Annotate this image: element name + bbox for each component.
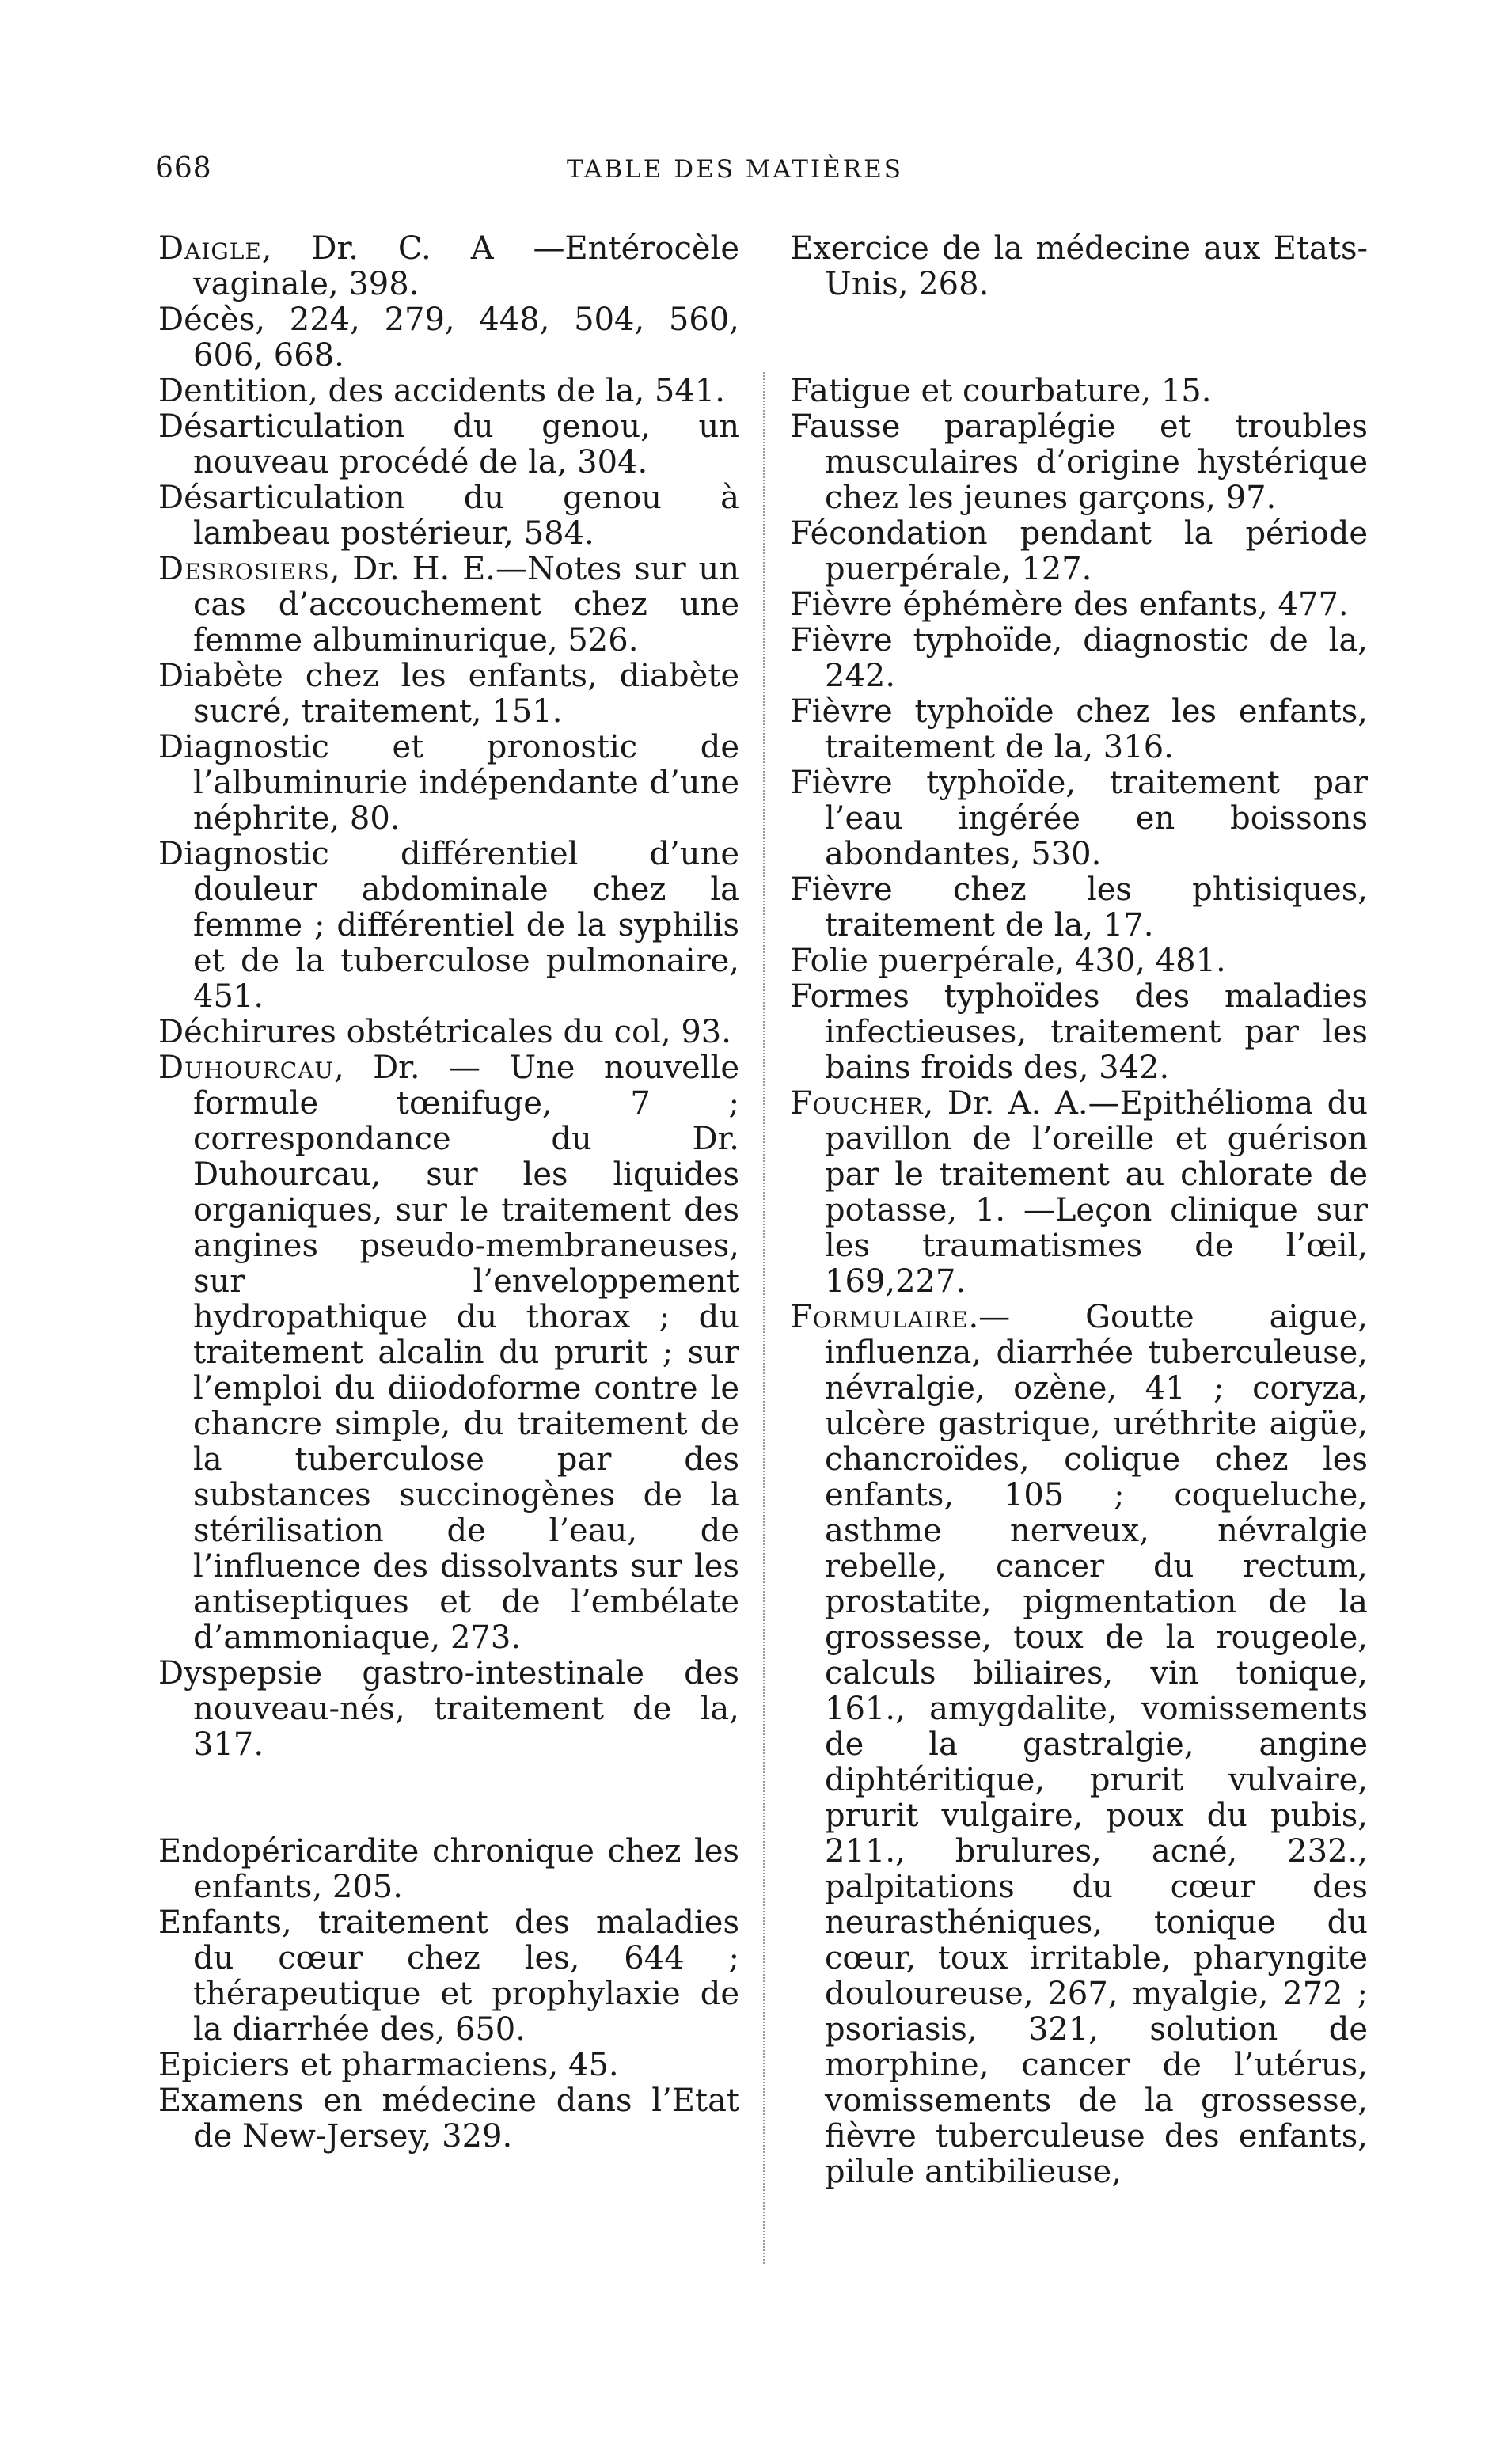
section-gap	[158, 1763, 739, 1834]
running-title: TABLE DES MATIÈRES	[567, 155, 903, 184]
entry-text: Fécondation pendant la période puerpérale, 127.	[790, 515, 1368, 587]
index-entry	[158, 2048, 739, 2083]
entry-text: Fièvre chez les phtisiques, traitement de la, 17.	[790, 871, 1368, 943]
index-entry	[158, 409, 739, 480]
section-gap	[790, 302, 1368, 374]
index-entry	[158, 1834, 739, 1905]
index-entry	[790, 587, 1368, 623]
entry-text: Diagnostic différentiel d’une douleur abdominale chez la femme ; différentiel de la syphilis et de la tuberculose pulmonaire, 451.	[158, 836, 739, 1015]
entry-text: Décès, 224, 279, 448, 504, 560, 606, 668.	[158, 302, 739, 374]
index-entry	[790, 516, 1368, 587]
index-entry	[158, 730, 739, 837]
index-entry	[158, 374, 739, 409]
entry-text: Désarticulation du genou, un nouveau procédé de la, 304.	[158, 408, 739, 480]
column-divider	[763, 372, 765, 2264]
index-entry	[158, 480, 739, 552]
entry-author: Desrosiers	[158, 551, 330, 587]
entry-text: Formes typhoïdes des maladies infectieuses, traitement par les bains froids des, 342.	[790, 978, 1368, 1086]
index-entry	[790, 623, 1368, 694]
index-column-right	[790, 231, 1368, 2190]
index-entry	[790, 694, 1368, 765]
index-entry	[158, 2083, 739, 2155]
index-entry	[158, 1050, 739, 1656]
entry-text: Déchirures obstétricales du col, 93.	[158, 1014, 731, 1050]
entry-text: , Dr. H. E.—Notes sur un cas d’accouchement chez une femme albuminurique, 526.	[193, 551, 739, 659]
index-column-left	[158, 231, 739, 2155]
index-entry	[158, 302, 739, 374]
entry-text: Désarticulation du genou à lambeau postérieur, 584.	[158, 480, 739, 552]
index-entry	[790, 409, 1368, 516]
entry-author: Duhourcau	[158, 1050, 334, 1086]
entry-text: , Dr. — Une nouvelle formule tœnifuge, 7 ; correspondance du Dr. Duhourcau, sur les liquides organiques, sur le traitement des angines pseudo-membraneuses, sur l’enveloppement hydropathique du thorax ; du traitement alcalin du prurit ; sur l’emploi du diiodoforme contre le chancre simple, du traitement de la tuberculose par des substances succinogènes de la stérilisation de l’eau, de l’influence des dissolvants sur les antiseptiques et de l’embélate d’ammoniaque, 273.	[193, 1050, 739, 1656]
index-entry	[158, 1656, 739, 1763]
entry-text: Fièvre éphémère des enfants, 477.	[790, 587, 1349, 623]
index-entry	[158, 231, 739, 302]
entry-text: Epiciers et pharmaciens, 45.	[158, 2047, 619, 2083]
index-entry	[790, 765, 1368, 872]
entry-text: Dentition, des accidents de la, 541.	[158, 373, 725, 409]
index-entry	[158, 837, 739, 1015]
entry-text: .— Goutte aigue, influenza, diarrhée tuberculeuse, névralgie, ozène, 41 ; coryza, ulcère gastrique, uréthrite aigüe, chancroïdes, colique chez les enfants, 105 ; coqueluche, asthme nerveux, névralgie rebelle, cancer du rectum, prostatite, pigmentation de la grossesse, toux de la rougeole, calculs biliaires, vin tonique, 161., amygdalite, vomissements de la gastralgie, angine diphtéritique, prurit vulvaire, prurit vulgaire, poux du pubis, 211., brulures, acné, 232., palpitations du cœur des neurasthéniques, tonique du cœur, toux irritable, pharyngite douloureuse, 267, myalgie, 272 ; psoriasis, 321, solution de morphine, cancer de l’utérus, vomissements de la grossesse, fièvre tuberculeuse des enfants, pilule antibilieuse,	[825, 1299, 1368, 2190]
index-entry	[158, 659, 739, 730]
index-entry	[158, 1015, 739, 1050]
entry-text: Dyspepsie gastro-intestinale des nouveau-nés, traitement de la, 317.	[158, 1655, 739, 1763]
entry-text: Enfants, traitement des maladies du cœur chez les, 644 ; thérapeutique et prophylaxie de la diarrhée des, 650.	[158, 1904, 739, 2048]
entry-author: Formulaire	[790, 1299, 969, 1335]
index-entry	[790, 1300, 1368, 2190]
index-entry	[158, 1905, 739, 2048]
entry-text: Fausse paraplégie et troubles musculaires d’origine hystérique chez les jeunes garçons, 97.	[790, 408, 1368, 516]
entry-text: Exercice de la médecine aux Etats-Unis, 268.	[790, 230, 1368, 302]
entry-author: Daigle	[158, 230, 262, 267]
entry-text: Diabète chez les enfants, diabète sucré, traitement, 151.	[158, 658, 739, 730]
entry-text: Folie puerpérale, 430, 481.	[790, 943, 1226, 979]
entry-text: , Dr. C. A —Entérocèle vaginale, 398.	[193, 230, 739, 302]
index-entry	[790, 979, 1368, 1086]
entry-text: Examens en médecine dans l’Etat de New-Jersey, 329.	[158, 2082, 739, 2155]
entry-author: Foucher	[790, 1085, 924, 1122]
entry-text: , Dr. A. A.—Epithélioma du pavillon de l’oreille et guérison par le traitement au chlorate de potasse, 1. —Leçon clinique sur les traumatismes de l’œil, 169,227.	[825, 1085, 1368, 1300]
index-entry	[790, 943, 1368, 979]
entry-text: Diagnostic et pronostic de l’albuminurie indépendante d’une néphrite, 80.	[158, 729, 739, 837]
entry-text: Fièvre typhoïde chez les enfants, traitement de la, 316.	[790, 693, 1368, 765]
index-entry	[790, 872, 1368, 943]
entry-text: Endopéricardite chronique chez les enfants, 205.	[158, 1833, 739, 1905]
index-entry	[790, 374, 1368, 409]
page-header	[155, 152, 1366, 190]
index-entry	[790, 231, 1368, 302]
page-number: 668	[155, 152, 212, 184]
index-entry	[158, 552, 739, 659]
entry-text: Fièvre typhoïde, diagnostic de la, 242.	[790, 622, 1368, 694]
index-entry	[790, 1086, 1368, 1300]
entry-text: Fatigue et courbature, 15.	[790, 373, 1212, 409]
entry-text: Fièvre typhoïde, traitement par l’eau ingérée en boissons abondantes, 530.	[790, 765, 1368, 872]
